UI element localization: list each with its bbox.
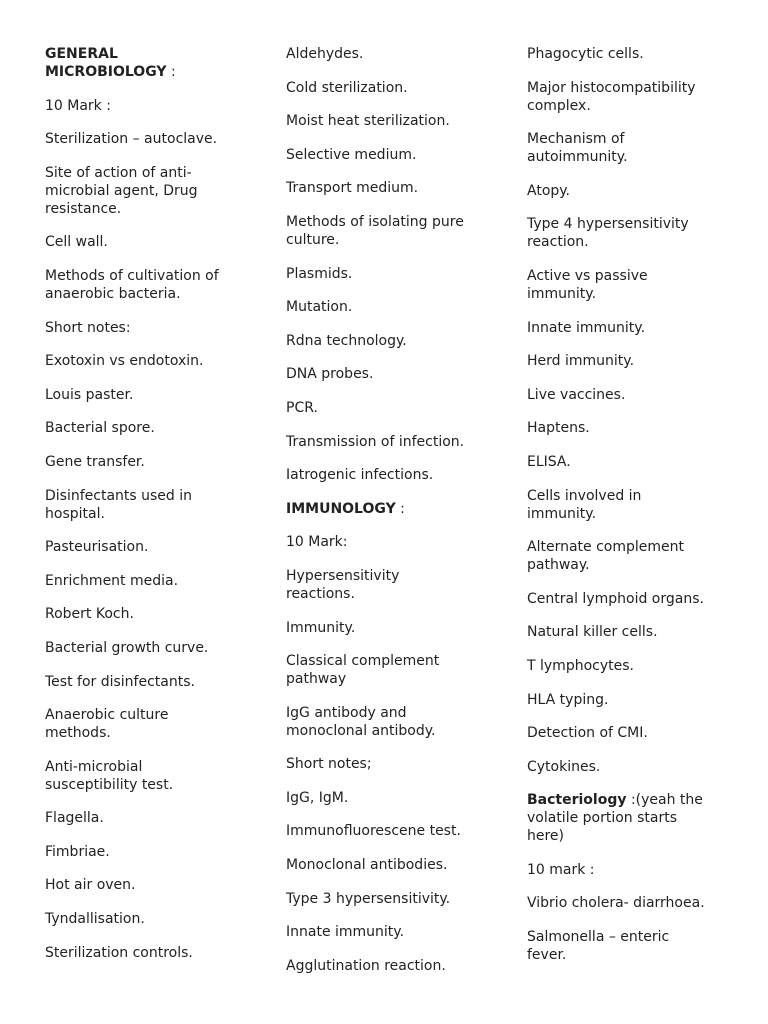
list-item <box>45 706 270 742</box>
item-text: Cold sterilization. <box>286 79 408 96</box>
list-item <box>286 755 511 773</box>
list-item <box>527 386 752 404</box>
item-text: Short notes; <box>286 756 372 773</box>
item-text: Sterilization controls. <box>45 944 193 961</box>
item-text: Aldehydes. <box>286 46 364 62</box>
list-item <box>45 487 270 523</box>
list-item <box>45 605 270 623</box>
list-item <box>286 652 511 688</box>
item-text: : <box>395 500 405 517</box>
list-item <box>527 45 752 63</box>
list-item <box>45 572 270 590</box>
item-text: 10 mark : <box>527 861 595 878</box>
item-text: Sterilization – autoclave. <box>45 131 218 148</box>
list-item <box>286 213 511 249</box>
list-item <box>527 130 752 166</box>
item-text: Immunity. <box>286 619 356 636</box>
item-text: Cytokines. <box>527 758 601 775</box>
item-text: Flagella. <box>45 810 104 827</box>
list-item <box>527 215 752 251</box>
item-text: Natural killer cells. <box>527 624 658 641</box>
section-heading <box>286 500 511 518</box>
item-text: Hot air oven. <box>45 877 136 894</box>
item-text: Cell wall. <box>45 234 108 251</box>
item-text: Central lymphoid organs. <box>527 590 704 607</box>
list-item <box>286 923 511 941</box>
item-text: Fimbriae. <box>45 843 110 860</box>
list-item <box>527 182 752 200</box>
item-text: :(yeah the volatile portion starts here) <box>527 792 703 845</box>
item-text: IgG antibody and monoclonal antibody. <box>286 704 436 739</box>
item-text: Rdna technology. <box>286 332 407 349</box>
item-text: Phagocytic cells. <box>527 46 644 62</box>
list-item <box>286 466 511 484</box>
list-item <box>527 538 752 574</box>
list-item <box>45 164 270 218</box>
list-item <box>45 352 270 370</box>
item-text: Live vaccines. <box>527 386 626 403</box>
section-heading <box>527 791 752 845</box>
item-text: Mutation. <box>286 299 353 316</box>
list-item <box>45 876 270 894</box>
item-text: Cells involved in immunity. <box>527 487 642 522</box>
item-text: PCR. <box>286 399 318 416</box>
item-text: Transport medium. <box>286 180 419 197</box>
item-text: Selective medium. <box>286 146 417 163</box>
item-text: Methods of cultivation of anaerobic bacteria. <box>45 267 219 302</box>
list-item <box>286 533 511 551</box>
list-item <box>45 538 270 556</box>
item-text: Type 4 hypersensitivity reaction. <box>527 216 689 251</box>
list-item <box>286 890 511 908</box>
heading-bold-text: GENERAL MICROBIOLOGY <box>45 46 167 80</box>
list-item <box>286 789 511 807</box>
list-item <box>527 267 752 303</box>
item-text: 10 Mark: <box>286 534 348 551</box>
list-item <box>45 319 270 337</box>
heading-bold-text: Bacteriology <box>527 792 627 809</box>
item-text: Plasmids. <box>286 265 353 282</box>
list-item <box>527 894 752 912</box>
list-item <box>527 352 752 370</box>
item-text: Vibrio cholera- diarrhoea. <box>527 895 705 912</box>
list-item <box>45 809 270 827</box>
item-text: Immunofluorescene test. <box>286 823 461 840</box>
list-item <box>45 910 270 928</box>
item-text: Enrichment media. <box>45 572 179 589</box>
list-item <box>527 657 752 675</box>
item-text: Monoclonal antibodies. <box>286 857 448 874</box>
list-item <box>286 298 511 316</box>
list-item <box>527 861 752 879</box>
item-text: 10 Mark : <box>45 97 111 114</box>
list-item <box>527 623 752 641</box>
item-text: IgG, IgM. <box>286 789 349 806</box>
list-item <box>527 724 752 742</box>
list-item <box>286 146 511 164</box>
list-item <box>286 79 511 97</box>
list-item <box>45 639 270 657</box>
item-text: T lymphocytes. <box>527 657 634 674</box>
list-item <box>45 673 270 691</box>
section-heading <box>45 45 270 81</box>
list-item <box>45 233 270 251</box>
item-text: Exotoxin vs endotoxin. <box>45 353 204 370</box>
item-text: : <box>166 64 176 80</box>
item-text: Haptens. <box>527 420 590 437</box>
item-text: Mechanism of autoimmunity. <box>527 131 628 166</box>
item-text: Major histocompatibility complex. <box>527 79 696 114</box>
list-item <box>286 619 511 637</box>
list-item <box>527 453 752 471</box>
list-item <box>286 704 511 740</box>
list-item <box>45 419 270 437</box>
item-text: Test for disinfectants. <box>45 673 195 690</box>
list-item <box>45 386 270 404</box>
item-text: Short notes: <box>45 319 131 336</box>
item-text: Bacterial spore. <box>45 420 155 437</box>
list-item <box>45 843 270 861</box>
item-text: Disinfectants used in hospital. <box>45 487 193 522</box>
column-3 <box>527 45 752 980</box>
item-text: Robert Koch. <box>45 606 134 623</box>
list-item <box>527 79 752 115</box>
list-item <box>527 691 752 709</box>
column-1 <box>45 45 270 977</box>
list-item <box>286 179 511 197</box>
list-item <box>45 130 270 148</box>
item-text: Iatrogenic infections. <box>286 467 434 484</box>
list-item <box>286 365 511 383</box>
list-item <box>286 822 511 840</box>
heading-bold-text: IMMUNOLOGY <box>286 500 396 517</box>
list-item <box>45 453 270 471</box>
item-text: Salmonella – enteric fever. <box>527 929 670 964</box>
item-text: Detection of CMI. <box>527 725 648 742</box>
item-text: Pasteurisation. <box>45 539 149 556</box>
list-item <box>286 265 511 283</box>
item-text: ELISA. <box>527 453 571 470</box>
list-item <box>527 758 752 776</box>
item-text: Moist heat sterilization. <box>286 113 450 130</box>
list-item <box>45 944 270 962</box>
item-text: Tyndallisation. <box>45 911 145 928</box>
list-item <box>286 856 511 874</box>
list-item <box>286 399 511 417</box>
list-item <box>286 332 511 350</box>
list-item <box>527 590 752 608</box>
item-text: Active vs passive immunity. <box>527 267 648 302</box>
item-text: Bacterial growth curve. <box>45 639 209 656</box>
list-item <box>527 419 752 437</box>
list-item <box>286 45 511 63</box>
item-text: Anaerobic culture methods. <box>45 707 169 742</box>
item-text: Methods of isolating pure culture. <box>286 213 464 248</box>
item-text: Transmission of infection. <box>286 433 465 450</box>
item-text: Hypersensitivity reactions. <box>286 567 400 602</box>
item-text: Louis paster. <box>45 386 134 403</box>
item-text: Gene transfer. <box>45 453 145 470</box>
item-text: Site of action of anti- microbial agent, Drug resistance. <box>45 164 198 217</box>
list-item <box>527 487 752 523</box>
item-text: Atopy. <box>527 182 571 199</box>
item-text: Type 3 hypersensitivity. <box>286 890 451 907</box>
item-text: Alternate complement pathway. <box>527 539 684 574</box>
list-item <box>527 928 752 964</box>
item-text: Anti-microbial susceptibility test. <box>45 758 174 793</box>
item-text: Innate immunity. <box>286 924 405 941</box>
column-2 <box>286 45 511 990</box>
item-text: Classical complement pathway <box>286 653 440 688</box>
list-item <box>45 97 270 115</box>
item-text: Agglutination reaction. <box>286 957 446 974</box>
item-text: DNA probes. <box>286 366 374 383</box>
list-item <box>527 319 752 337</box>
list-item <box>286 112 511 130</box>
list-item <box>286 957 511 975</box>
list-item <box>45 758 270 794</box>
list-item <box>286 433 511 451</box>
item-text: HLA typing. <box>527 691 609 708</box>
list-item <box>45 267 270 303</box>
list-item <box>286 567 511 603</box>
item-text: Innate immunity. <box>527 319 646 336</box>
item-text: Herd immunity. <box>527 353 635 370</box>
